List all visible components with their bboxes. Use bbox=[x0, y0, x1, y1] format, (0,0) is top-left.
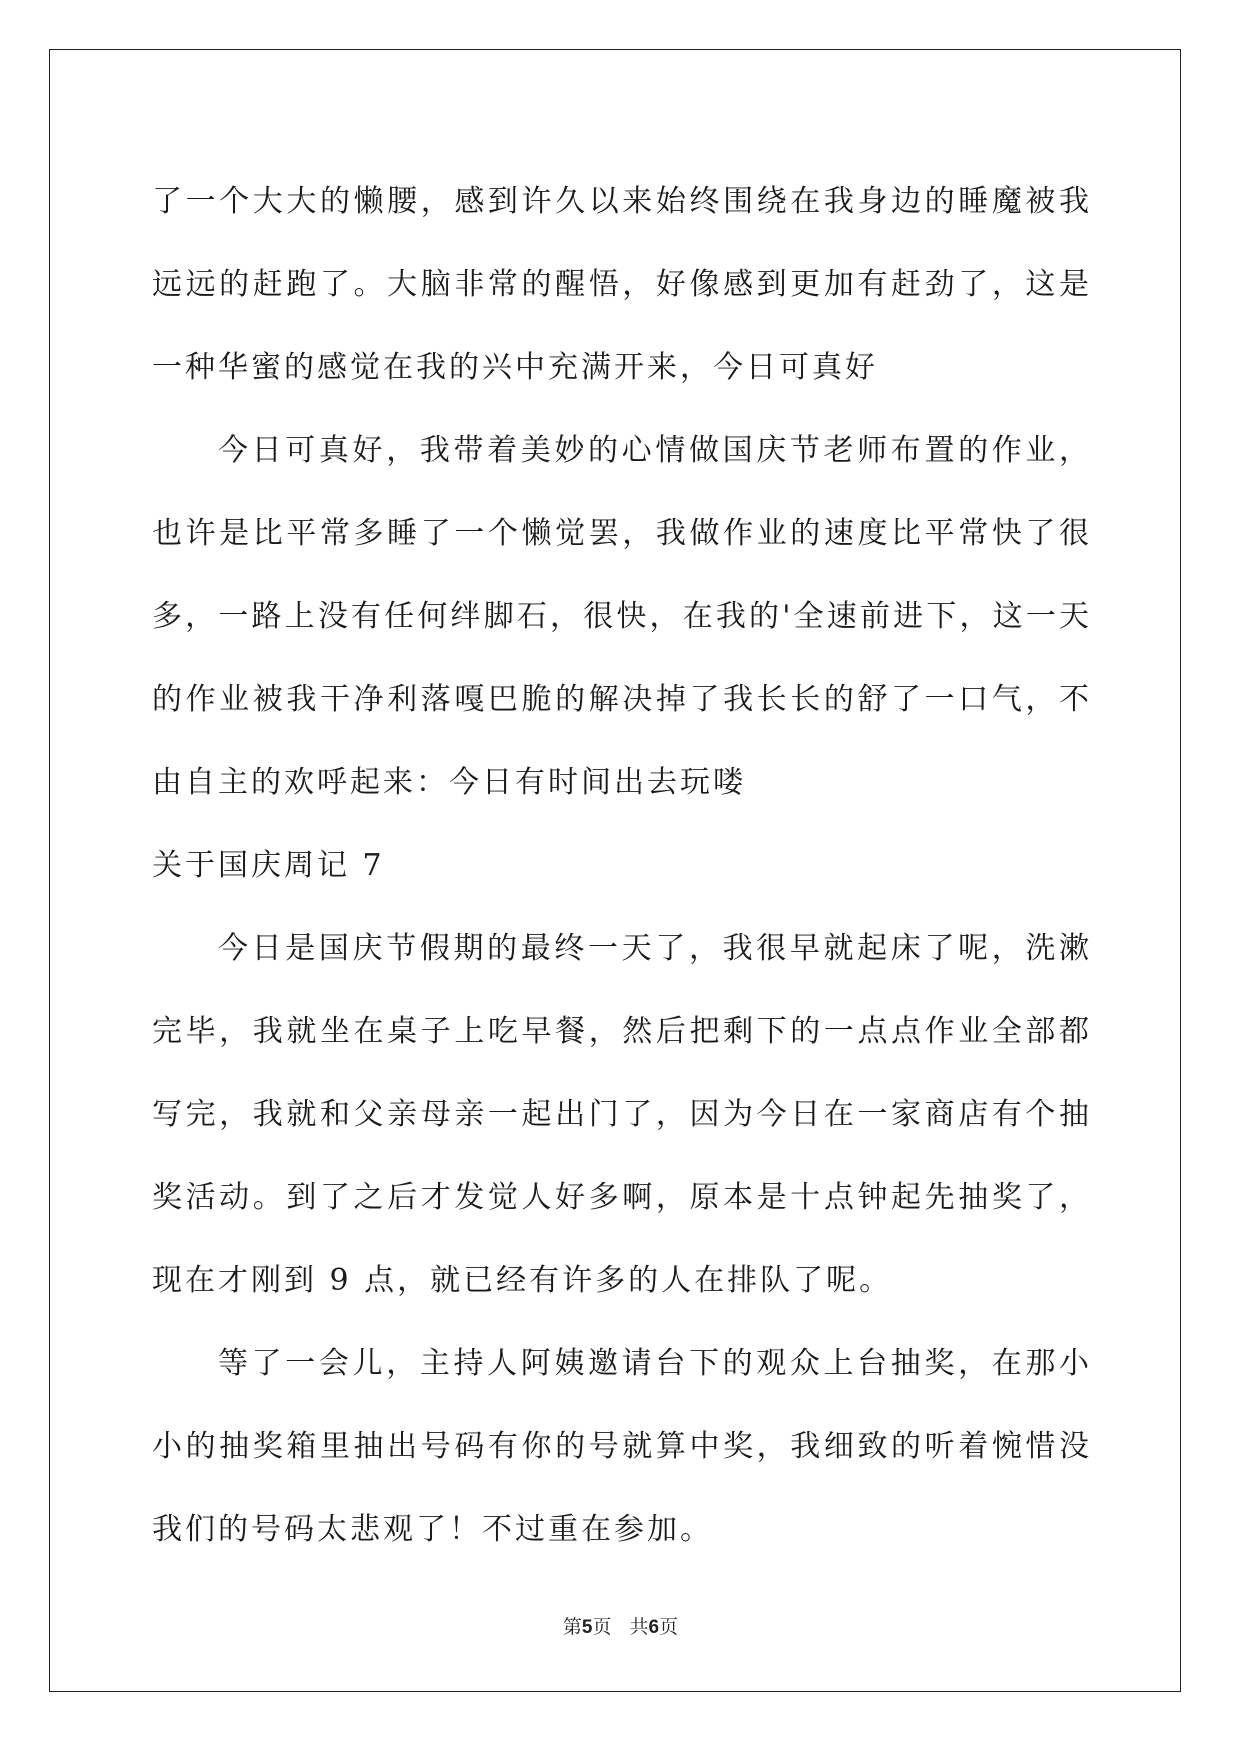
section-heading: 关于国庆周记 7 bbox=[152, 848, 385, 883]
page-footer bbox=[0, 1612, 1241, 1639]
document-body bbox=[152, 160, 1092, 1571]
paragraph: 今日可真好，我带着美妙的心情做国庆节老师布置的作业，也许是比平常多睡了一个懒觉罢，我做作业的速度比平常快了很多，一路上没有任何绊脚石，很快，在我的'全速前进下，这一天的作业被我干净利落嘎巴脆的解决掉了我长长的舒了一口气，不由自主的欢呼起来：今日有时间出去玩喽 bbox=[152, 433, 1092, 800]
current-page-number: 5 bbox=[581, 1617, 593, 1638]
total-pages-number: 6 bbox=[648, 1617, 660, 1638]
paragraph: 今日是国庆节假期的最终一天了，我很早就起床了呢，洗漱完毕，我就坐在桌子上吃早餐，然后把剩下的一点点作业全部都写完，我就和父亲母亲一起出门了，因为今日在一家商店有个抽奖活动。到了之后才发觉人好多啊，原本是十点钟起先抽奖了，现在才刚到 9 点，就已经有许多的人在排队了呢。 bbox=[152, 931, 1092, 1298]
footer-total-prefix: 共 bbox=[629, 1617, 649, 1638]
footer-total-suffix: 页 bbox=[659, 1617, 679, 1638]
paragraph: 等了一会儿，主持人阿姨邀请台下的观众上台抽奖，在那小小的抽奖箱里抽出号码有你的号就算中奖，我细致的听着惋惜没我们的号码太悲观了！不过重在参加。 bbox=[152, 1346, 1092, 1547]
footer-page-suffix: 页 bbox=[592, 1617, 612, 1638]
footer-prefix: 第 bbox=[562, 1617, 582, 1638]
paragraph: 了一个大大的懒腰，感到许久以来始终围绕在我身边的睡魔被我远远的赶跑了。大脑非常的醒悟，好像感到更加有赶劲了，这是一种华蜜的感觉在我的兴中充满开来，今日可真好 bbox=[152, 184, 1092, 385]
